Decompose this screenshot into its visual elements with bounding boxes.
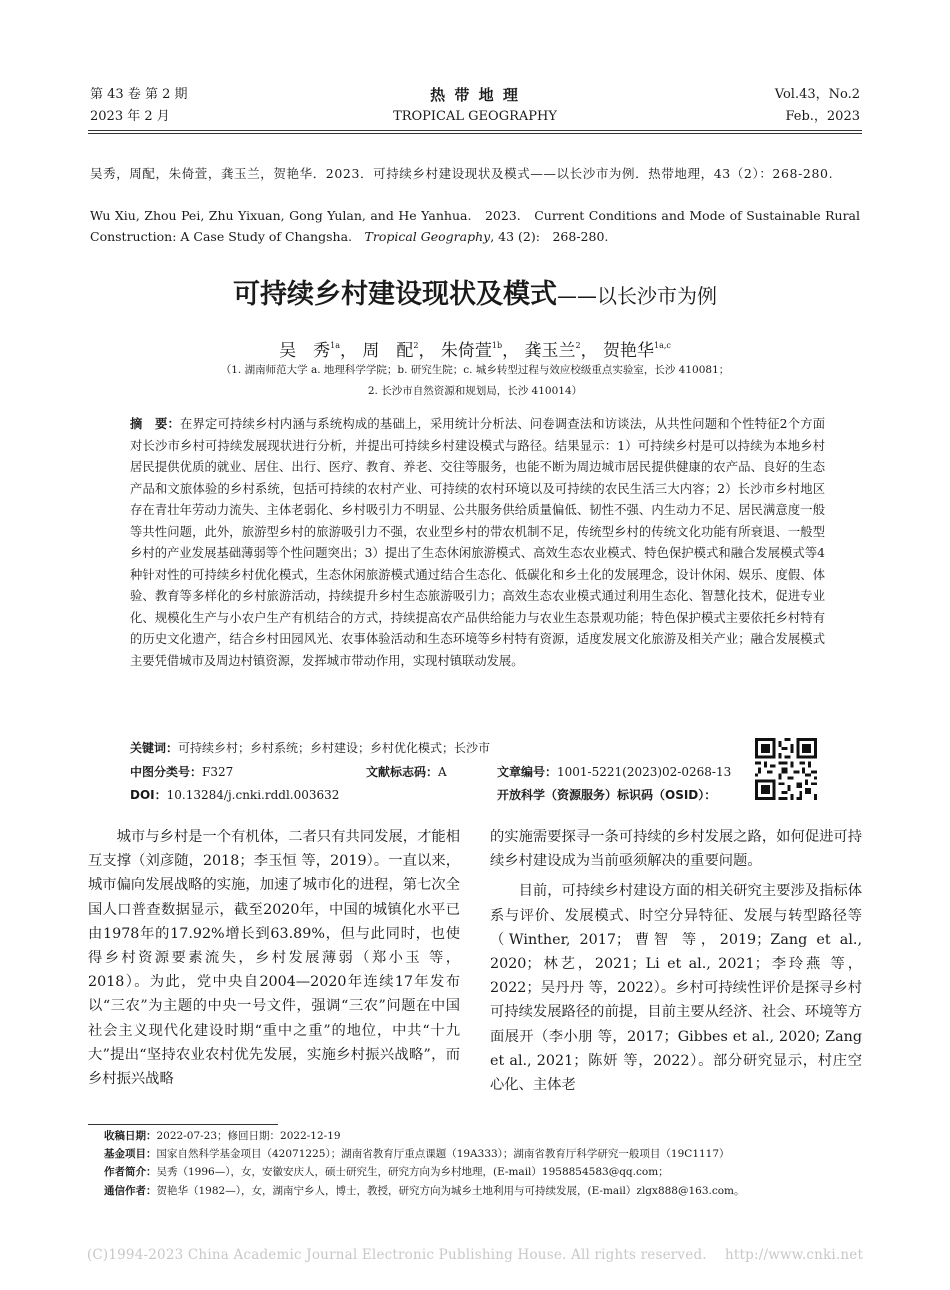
- affiliation-line-1: （1. 湖南师范大学 a. 地理科学学院；b. 研究生院；c. 城乡转型过程与效应校级重点实验室，长沙 410081；: [220, 364, 730, 376]
- citation-cn: 吴秀，周配，朱倚萱，龚玉兰，贺艳华．2023．可持续乡村建设现状及模式——以长沙市为例．热带地理，43（2）：268-280.: [90, 166, 834, 181]
- cnki-copyright-footer: (C)1994-2023 China Academic Journal Electronic Publishing House. All rights reserved. http://www.cnki.net: [86, 1247, 864, 1263]
- received-date: 收稿日期：2022-07-23；修回日期：2022-12-19: [104, 1130, 341, 1142]
- osid-qr-code[interactable]: [755, 738, 817, 800]
- paragraph: 城市与乡村是一个有机体，二者只有共同发展，才能相互支撑（刘彦随，2018；李玉恒 等，2019）。一直以来，城市偏向发展战略的实施，加速了城市化的进程，第七次全国人口普查数据显示，截至2020年，中国的城镇化水平已由1978年的17.92%增长到63.89%，但与此同时，也使得乡村资源要素流失，乡村发展薄弱（郑小玉 等，2018）。为此，党中央自2004—2020年连续17年发布以“三农”为主题的中央一号文件，强调“三农”问题在中国社会主义现代化建设时期“重中之重”的地位，中共“十九大”提出“坚持农业农村优先发展，实施乡村振兴战略”，而乡村振兴战略: [88, 829, 460, 1088]
- corresponding-author: 通信作者：贺艳华（1982—），女，湖南宁乡人，博士，教授，研究方向为城乡土地利用与可持续发展，(E-mail）zlgx888@163.com。: [104, 1185, 745, 1197]
- affiliation-line-2: 2. 长沙市自然资源和规划局，长沙 410014）: [367, 385, 583, 397]
- abstract-label: 摘 要：: [130, 417, 180, 431]
- funding: 基金项目：国家自然科学基金项目（42071225）；湖南省教育厅重点课题（19A333）；湖南省教育厅科学研究一般项目（19C1117）: [104, 1148, 730, 1160]
- paragraph: 目前，可持续乡村建设方面的相关研究主要涉及指标体系与评价、发展模式、时空分异特征、发展与转型路径等（Winther, 2017；曹智 等，2019；Zang et al., 2020；林艺，2021；Li et al., 2021；李玲燕 等，2022；吴丹丹 等，2022）。乡村可持续性评价是探寻乡村可持续发展路径的前提，目前主要从经济、社会、环境等方面展开（李小朋 等，2017；Gibbes et al., 2020; Zang et al., 2021；陈妍 等，2022）。部分研究显示，村庄空心化、主体老: [490, 883, 862, 1094]
- osid-label: 开放科学（资源服务）标识码（OSID）：: [497, 788, 717, 802]
- footnote-rule: [88, 1124, 278, 1125]
- clc-number: 中图分类号：F327: [130, 765, 234, 779]
- document-code: 文献标志码：A: [366, 765, 447, 779]
- paper-subtitle: ——以长沙市为例: [557, 284, 717, 308]
- journal-name-cn: 热 带 地 理: [430, 86, 520, 104]
- body-column-left: [88, 825, 460, 1091]
- date-cn: 2023 年 2 月: [90, 109, 170, 124]
- header-rule-bottom: [88, 133, 862, 134]
- header-rule-top: [88, 130, 862, 131]
- citation-journal: Tropical Geography: [364, 229, 491, 244]
- paper-title: 可持续乡村建设现状及模式——以长沙市为例: [233, 279, 717, 310]
- author-list: 吴 秀$^{1a}$， 周 配$^2$， 朱倚萱$^{1b}$， 龚玉兰$^2$， 贺艳华$^{1a,c}$: [279, 341, 671, 361]
- author: 贺艳华: [603, 341, 654, 361]
- abstract: [130, 414, 825, 672]
- paragraph: 的实施需要探寻一条可持续的乡村发展之路，如何促进可持续乡村建设成为当前亟须解决的重要问题。: [490, 829, 862, 870]
- volume-issue-cn: 第 43 卷 第 2 期: [90, 87, 188, 102]
- journal-name-en: TROPICAL GEOGRAPHY: [393, 109, 557, 124]
- volume-issue-en: Vol.43，No.2: [774, 87, 860, 102]
- author-bio: 作者简介：吴秀（1996—），女，安徽安庆人，硕士研究生，研究方向为乡村地理，(E-mail）1958854583@qq.com；: [104, 1166, 669, 1178]
- author: 朱倚萱: [440, 341, 492, 361]
- body-column-right: [490, 825, 862, 1097]
- author: 周 配: [362, 341, 414, 361]
- author: 龚玉兰: [524, 341, 576, 361]
- article-number: 文章编号：1001-5221(2023)02-0268-13: [497, 765, 732, 779]
- abstract-text: 在界定可持续乡村内涵与系统构成的基础上，采用统计分析法、问卷调查法和访谈法，从共性问题和个性特征2个方面对长沙市乡村可持续发展现状进行分析，并提出可持续乡村建设模式与路径。结果显示：1）可持续乡村是可以持续为本地乡村居民提供优质的就业、居住、出行、医疗、教育、养老、交往等服务，也能不断为周边城市居民提供健康的农产品、良好的生态产品和文旅体验的乡村系统，包括可持续的农村产业、可持续的农村环境以及可持续的农民生活三大内容；2）长沙市乡村地区存在青壮年劳动力流失、主体老弱化、乡村吸引力不明显、公共服务供给质量偏低、韧性不强、内生动力不足、居民满意度一般等共性问题，此外，旅游型乡村的旅游吸引力不强，农业型乡村的带农机制不足，传统型乡村的传统文化功能有所衰退、一般型乡村的产业发展基础薄弱等个性问题突出；3）提出了生态休闲旅游模式、高效生态农业模式、特色保护模式和融合发展模式等4种针对性的可持续乡村优化模式，生态休闲旅游模式通过结合生态化、低碳化和乡土化的发展理念，设计休闲、娱乐、度假、体验、教育等多样化的乡村旅游活动，持续提升乡村生态旅游吸引力；高效生态农业模式通过利用生态化、智慧化技术，促进专业化、规模化生产与小农户生产有机结合的方式，持续提高农产品供给能力与农业生态景观功能；特色保护模式主要依托乡村特有的历史文化遗产，结合乡村田园风光、农事体验活动和生态环境等乡村特有资源，适度发展文化旅游及相关产业；融合发展模式主要凭借城市及周边村镇资源，发挥城市带动作用，实现村镇联动发展。: [130, 417, 825, 668]
- doi: DOI：10.13284/j.cnki.rddl.003632: [130, 788, 340, 802]
- citation-en: Wu Xiu, Zhou Pei, Zhu Yixuan, Gong Yulan, and He Yanhua. 2023. Current Conditions and Mode of Sustainable Rural Construction: A Case Study of Changsha. Tropical Geography, 43 (2): 268-280.: [90, 208, 860, 244]
- date-en: Feb.，2023: [785, 109, 860, 124]
- keywords: 关键词：可持续乡村；乡村系统；乡村建设；乡村优化模式；长沙市: [130, 741, 491, 755]
- author: 吴 秀: [279, 341, 331, 361]
